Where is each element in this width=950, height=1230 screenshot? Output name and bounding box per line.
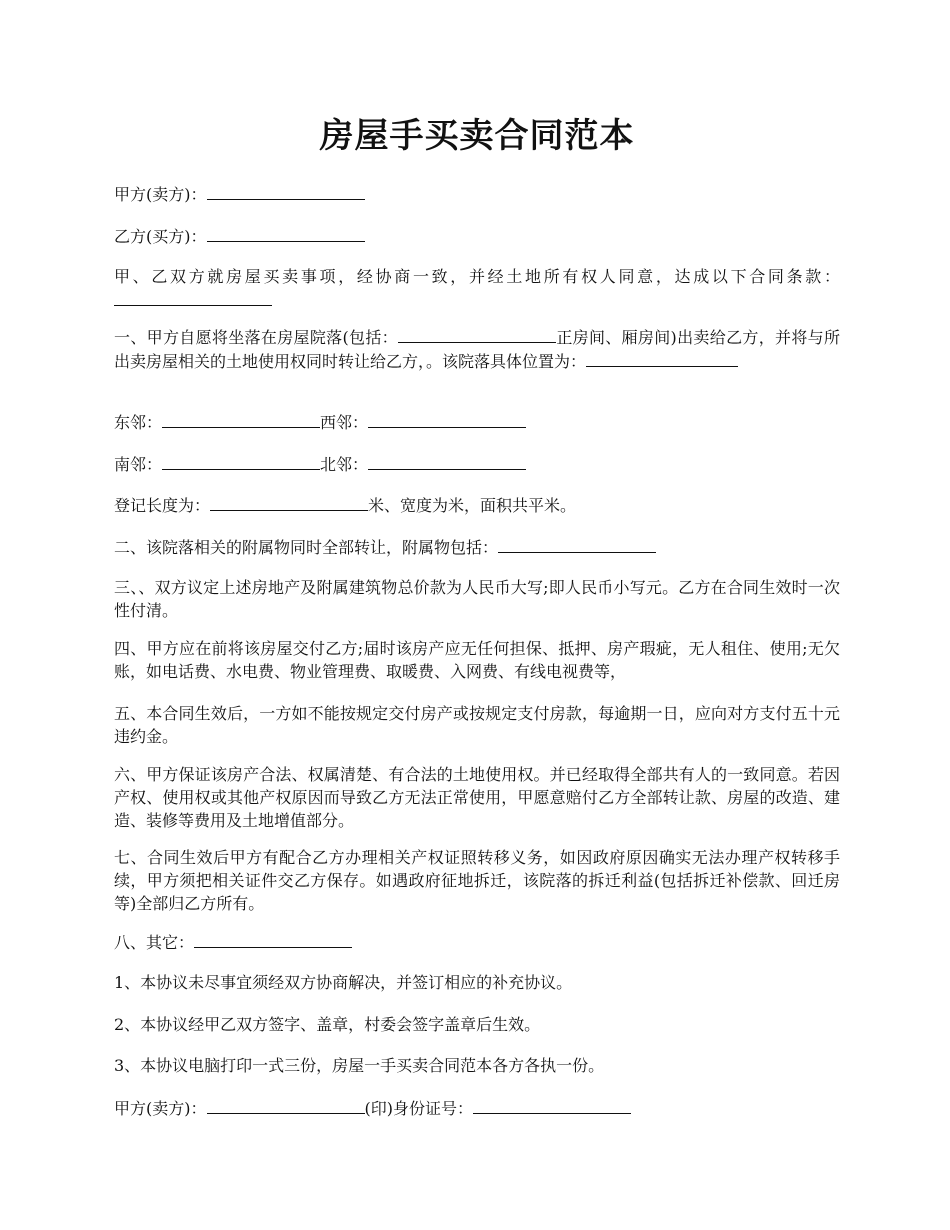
item-2: 2、本协议经甲乙双方签字、盖章，村委会签字盖章后生效。	[114, 1015, 541, 1034]
party-a-label: 甲方(卖方)：	[114, 185, 207, 204]
clause-8-line	[114, 930, 840, 954]
east-west-line	[114, 410, 840, 434]
south-north-line	[114, 452, 840, 476]
north-blank	[368, 452, 526, 470]
party-b-blank	[207, 224, 365, 242]
east-blank	[162, 410, 320, 428]
party-a-blank	[207, 182, 365, 200]
signature-line	[114, 1096, 840, 1120]
sign-id-blank	[473, 1096, 631, 1114]
clause-1-blank-location-cont	[676, 349, 738, 367]
party-a-line	[114, 182, 840, 206]
sign-party-a-label: 甲方(卖方)：	[114, 1099, 207, 1118]
clause-6: 六、甲方保证该房产合法、权属清楚、有合法的土地使用权。并已经取得全部共有人的一致同意。若因产权、使用权或其他产权原因而导致乙方无法正常使用，甲愿意赔付乙方全部转让款、房屋的改造、建造、装修等费用及土地增值部分。	[114, 765, 840, 830]
sign-seal-id-label: (印)身份证号：	[364, 1099, 473, 1118]
clause-1-text-a: 一、甲方自愿将坐落在房屋院落(包括：	[114, 328, 398, 347]
party-b-label: 乙方(买方)：	[114, 227, 207, 246]
clause-1-blank-rooms	[398, 325, 556, 343]
east-label: 东邻：	[114, 413, 163, 432]
party-b-line	[114, 224, 840, 248]
item-1: 1、本协议未尽事宜须经双方协商解决，并签订相应的补充协议。	[114, 973, 573, 992]
clause-4: 四、甲方应在前将该房屋交付乙方;届时该房产应无任何担保、抵押、房产瑕疵，无人租住、使用;无欠账，如电话费、水电费、物业管理费、取暖费、入网费、有线电视费等，	[114, 639, 840, 681]
clause-2-text: 二、该院落相关的附属物同时全部转让，附属物包括：	[114, 538, 499, 557]
clause-5: 五、本合同生效后，一方如不能按规定交付房产或按规定支付房款，每逾期一日，应向对方支付五十元违约金。	[114, 704, 840, 746]
clause-1-text-b: 正房间、厢房间)出卖给乙方，并将与所出卖房屋相关的土地使用权同时转让给乙方，。该院落具体位置为：	[114, 328, 840, 371]
clause-7: 七、合同生效后甲方有配合乙方办理相关产权证照转移义务，如因政府原因确实无法办理产权转移手续，甲方须把相关证件交乙方保存。如遇政府征地拆迁，该院落的拆迁利益(包括拆迁补偿款、回迁房等)全部归乙方所有。	[114, 848, 840, 913]
clause-8-label: 八、其它：	[114, 933, 195, 952]
south-label: 南邻：	[114, 455, 163, 474]
intro-blank	[114, 288, 272, 306]
clause-1-blank-location	[586, 349, 676, 367]
item-3: 3、本协议电脑打印一式三份，房屋一手买卖合同范本各方各执一份。	[114, 1056, 605, 1075]
west-label: 西邻：	[320, 413, 369, 432]
registered-length-blank	[210, 493, 368, 511]
sign-party-a-blank	[207, 1096, 365, 1114]
registered-size-line	[114, 493, 840, 517]
clause-3: 三、、双方议定上述房地产及附属建筑物总价款为人民币大写;即人民币小写元。乙方在合同生效时一次性付清。	[114, 578, 840, 620]
registered-label: 登记长度为：	[114, 496, 211, 515]
intro-paragraph	[114, 265, 840, 312]
clause-2	[114, 535, 840, 559]
registered-text: 米、宽度为米，面积共平米。	[368, 496, 577, 515]
intro-text: 甲、乙双方就房屋买卖事项，经协商一致，并经土地所有权人同意，达成以下合同条款：	[114, 267, 840, 286]
document-title: 房屋手买卖合同范本	[319, 116, 635, 156]
south-blank	[162, 452, 320, 470]
clause-1	[114, 325, 840, 373]
clause-8-blank	[194, 930, 352, 948]
north-label: 北邻：	[320, 455, 369, 474]
clause-2-blank	[498, 535, 656, 553]
west-blank	[368, 410, 526, 428]
